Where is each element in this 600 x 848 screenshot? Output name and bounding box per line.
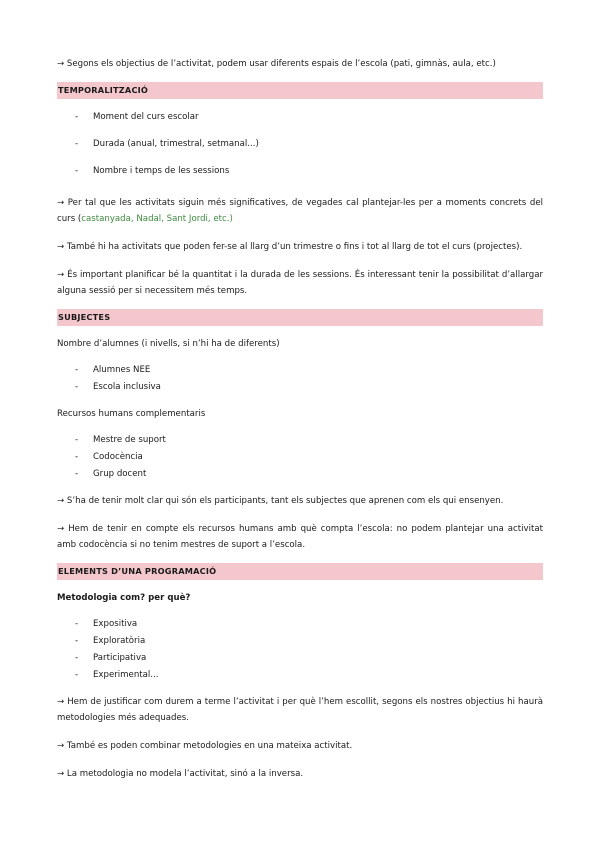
temporalitzacio-paragraph-2: → També hi ha activitats que poden fer-se al llarg d’un trimestre o fins i tot al llarg de tot el curs (projectes). <box>57 242 523 252</box>
document-page <box>57 56 543 782</box>
list-item: - Exploratòria <box>75 636 146 646</box>
metodologia-subheading: Metodologia com? per què? <box>57 593 191 603</box>
elements-paragraph-3: → La metodologia no modela l’activitat, sinó a la inversa. <box>57 769 304 779</box>
elements-paragraph-2: → També es poden combinar metodologies en una mateixa activitat. <box>57 741 353 751</box>
list-item: - Durada (anual, trimestral, setmanal...) <box>75 139 259 149</box>
recursos-humans-label: Recursos humans complementaris <box>57 409 206 419</box>
list-item: - Participativa <box>75 653 147 663</box>
list-item: - Escola inclusiva <box>75 382 161 392</box>
list-item: - Mestre de suport <box>75 435 166 445</box>
section-header-temporalitzacio: TEMPORALITZACIÓ <box>57 82 543 99</box>
list-item: - Codocència <box>75 452 143 462</box>
section-header-elements: ELEMENTS D’UNA PROGRAMACIÓ <box>57 563 543 580</box>
list-item: - Moment del curs escolar <box>75 112 199 122</box>
example-dates: castanyada, Nadal, Sant Jordi, etc. <box>81 214 230 224</box>
recursos-humans-list <box>57 432 543 483</box>
section-header-subjectes: SUBJECTES <box>57 309 543 326</box>
subjectes-paragraph-1: → S’ha de tenir molt clar qui són els participants, tant els subjectes que aprenen com els qui ensenyen. <box>57 496 504 506</box>
nombre-alumnes-list <box>57 362 543 396</box>
elements-paragraph-1: → Hem de justificar com durem a terme l’activitat i per què l’hem escollit, segons els nostres objectius hi haurà metodologies més adequades. <box>57 697 543 723</box>
temporalitzacio-paragraph-3: → És important planificar bé la quantitat i la durada de les sessions. És interessant tenir la possibilitat d’allargar alguna sessió per si necessitem més temps. <box>57 270 543 296</box>
metodologia-list <box>57 616 543 684</box>
list-item: - Alumnes NEE <box>75 365 151 375</box>
temporalitzacio-paragraph-1: → Per tal que les activitats siguin més significatives, de vegades cal plantejar-les per a moments concrets del curs (castanyada, Nadal, Sant Jordi, etc.) <box>57 198 543 224</box>
intro-paragraph: → Segons els objectius de l’activitat, podem usar diferents espais de l’escola (pati, gimnàs, aula, etc.) <box>57 59 496 69</box>
list-item: - Experimental... <box>75 670 159 680</box>
nombre-alumnes-label: Nombre d’alumnes (i nivells, si n’hi ha de diferents) <box>57 339 280 349</box>
list-item: - Nombre i temps de les sessions <box>75 166 230 176</box>
temporalitzacio-list <box>57 104 543 185</box>
list-item: - Expositiva <box>75 619 138 629</box>
subjectes-paragraph-2: → Hem de tenir en compte els recursos humans amb què compta l’escola: no podem plantejar una activitat amb codocència si no tenim mestres de suport a l’escola. <box>57 524 543 550</box>
list-item: - Grup docent <box>75 469 147 479</box>
